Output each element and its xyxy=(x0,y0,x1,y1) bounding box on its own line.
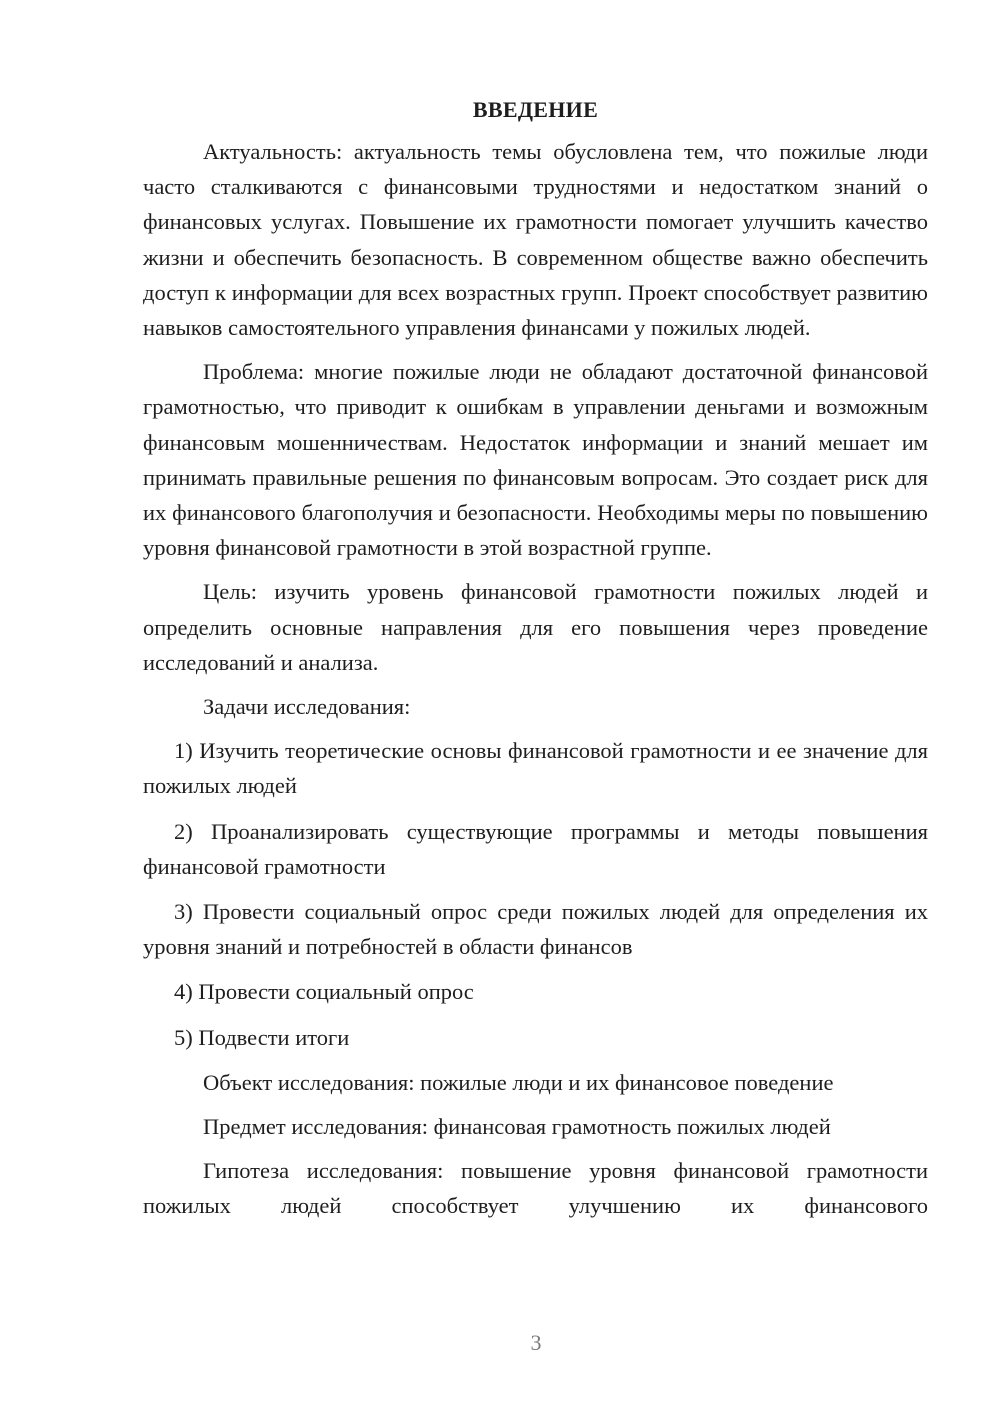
task-item-1: 1) Изучить теоретические основы финансовой грамотности и ее значение для пожилых людей xyxy=(143,738,928,799)
task-item-3: 3) Провести социальный опрос среди пожилых людей для определения их уровня знаний и потребностей в области финансов xyxy=(143,899,928,960)
problem-paragraph: Проблема: многие пожилые люди не обладают достаточной финансовой грамотностью, что приводит к ошибкам в управлении деньгами и возможным финансовым мошенничествам. Недостаток информации и знаний мешает им принимать правильные решения по финансовым вопросам. Это создает риск для их финансового благополучия и безопасности. Необходимы меры по повышению уровня финансовой грамотности в этой возрастной группе. xyxy=(143,359,928,561)
page-number: 3 xyxy=(530,1330,542,1355)
goal-paragraph: Цель: изучить уровень финансовой грамотности пожилых людей и определить основные направления для его повышения через проведение исследований и анализа. xyxy=(143,579,928,675)
section-title: ВВЕДЕНИЕ xyxy=(472,97,599,122)
research-object-paragraph: Объект исследования: пожилые люди и их финансовое поведение xyxy=(203,1069,834,1095)
hypothesis-paragraph: Гипотеза исследования: повышение уровня финансовой грамотности пожилых людей способствует улучшению их финансового xyxy=(143,1158,928,1219)
task-item-2: 2) Проанализировать существующие программы и методы повышения финансовой грамотности xyxy=(143,818,928,879)
document-page xyxy=(143,92,928,1233)
task-item-4: 4) Провести социальный опрос xyxy=(174,979,474,1005)
relevance-paragraph: Актуальность: актуальность темы обусловлена тем, что пожилые люди часто сталкиваются с финансовыми трудностями и недостатком знаний о финансовых услугах. Повышение их грамотности помогает улучшить качество жизни и обеспечить безопасность. В современном обществе важно обеспечить доступ к информации для всех возрастных групп. Проект способствует развитию навыков самостоятельного управления финансами у пожилых людей. xyxy=(143,139,928,341)
task-item-5: 5) Подвести итоги xyxy=(174,1024,350,1050)
tasks-heading: Задачи исследования: xyxy=(203,694,411,720)
research-subject-paragraph: Предмет исследования: финансовая грамотность пожилых людей xyxy=(203,1114,831,1140)
